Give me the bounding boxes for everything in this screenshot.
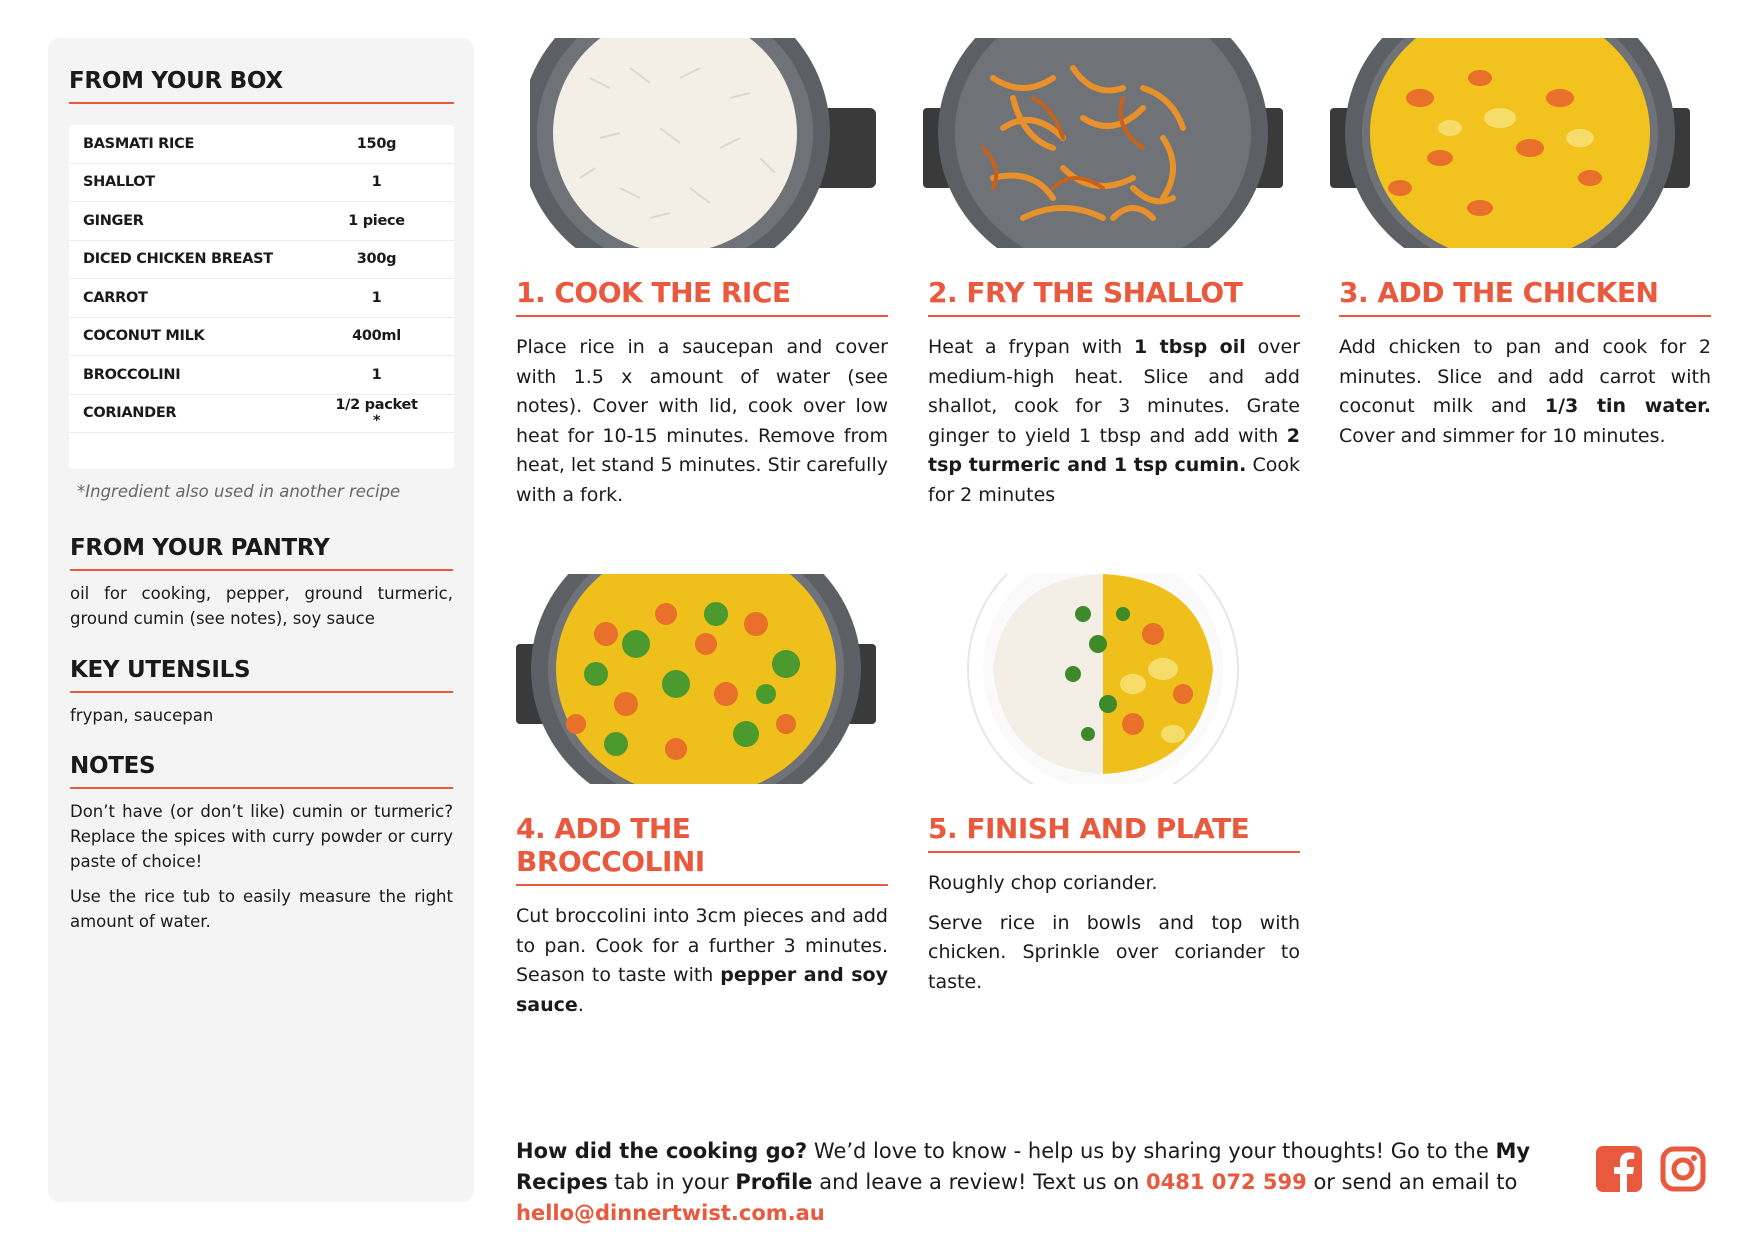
- facebook-icon[interactable]: [1596, 1146, 1642, 1192]
- pantry-section: [70, 535, 453, 631]
- step-3: [1339, 276, 1711, 451]
- ingredient-name: COCONUT MILK: [83, 328, 205, 345]
- notes-paragraph: Don’t have (or don’t like) cumin or turmeric? Replace the spices with curry powder or curry paste of choice!: [70, 802, 453, 871]
- my-recipes-label: My Recipes: [516, 1139, 1531, 1194]
- step-3-title: 3. ADD THE CHICKEN: [1339, 276, 1711, 317]
- pantry-title: FROM YOUR PANTRY: [70, 535, 453, 571]
- ingredient-name: DICED CHICKEN BREAST: [83, 251, 273, 268]
- step-text-span: Heat a frypan with: [928, 336, 1134, 358]
- shallot-pan-photo: [923, 38, 1283, 248]
- ingredient-footnote: *Ingredient also used in another recipe: [77, 482, 401, 501]
- ingredient-qty: 150g: [356, 135, 397, 152]
- step-text-span: over medium-high heat. Slice and add shallot, cook for 3 minutes. Grate ginger to yield 1 tbsp and add with: [928, 336, 1301, 447]
- ingredient-row: [69, 125, 454, 164]
- broccolini-pan-photo: [516, 574, 876, 784]
- step-1: [516, 276, 888, 510]
- step-2: [928, 276, 1300, 510]
- pantry-text: oil for cooking, pepper, ground turmeric, ground cumin (see notes), soy sauce: [70, 584, 453, 628]
- ingredient-row: [69, 279, 454, 318]
- ingredient-name: BROCCOLINI: [83, 366, 181, 383]
- step-4-text: [516, 902, 888, 1020]
- from-your-box-title: FROM YOUR BOX: [69, 68, 454, 104]
- step-2-text: [928, 333, 1300, 510]
- step-2-title: 2. FRY THE SHALLOT: [928, 276, 1300, 317]
- ingredient-name: CORIANDER: [83, 405, 177, 422]
- chicken-pan-photo: [1330, 38, 1690, 248]
- step-text-span: Cut broccolini into 3cm pieces and add to pan. Cook for a further 3 minutes. Season to taste with: [516, 905, 888, 986]
- ingredient-qty: 300g: [356, 251, 397, 268]
- step-text-bold: 1 tbsp oil: [1133, 336, 1246, 358]
- ingredient-row: [69, 202, 454, 241]
- ingredient-name: SHALLOT: [83, 174, 155, 191]
- feedback-footer: [516, 1136, 1566, 1229]
- footer-text: We’d love to know - help us by sharing your thoughts! Go to the: [807, 1139, 1496, 1163]
- step-text-span: Cook for 2 minutes: [928, 454, 1300, 506]
- step-text-span: .: [577, 993, 584, 1016]
- ingredient-qty: 1 piece: [348, 212, 405, 229]
- utensils-section: [70, 657, 453, 728]
- rice-pot-photo: [530, 38, 876, 248]
- step-5-text: Roughly chop coriander.: [928, 872, 1158, 894]
- ingredient-name: CARROT: [83, 289, 148, 306]
- notes-paragraph: Use the rice tub to easily measure the right amount of water.: [70, 887, 453, 931]
- instagram-icon[interactable]: [1660, 1146, 1706, 1192]
- step-1-text: Place rice in a saucepan and cover with 1.5 x amount of water (see notes). Cover with lid, cook over low heat for 10-15 minutes. Remove from heat, let stand 5 minutes. Stir carefully with a fork.: [516, 336, 888, 506]
- footer-text: and leave a review! Text us on: [812, 1170, 1147, 1194]
- ingredient-table: [69, 125, 454, 469]
- utensils-title: KEY UTENSILS: [70, 657, 453, 693]
- ingredient-name: GINGER: [83, 212, 144, 229]
- notes-section: [70, 753, 453, 934]
- ingredient-row: [69, 395, 454, 434]
- step-text-bold: 2 tsp turmeric and 1 tsp cumin.: [928, 424, 1300, 476]
- step-5-title: 5. FINISH AND PLATE: [928, 812, 1300, 853]
- ingredient-qty: 1/2 packet *: [335, 397, 418, 430]
- sidebar: [48, 38, 474, 1202]
- utensils-text: frypan, saucepan: [70, 706, 214, 725]
- email-link[interactable]: hello@dinnertwist.com.au: [516, 1201, 825, 1225]
- step-5: [928, 812, 1300, 997]
- footer-text: tab in your: [607, 1170, 736, 1194]
- ingredient-qty: 400ml: [352, 328, 401, 345]
- step-3-text: [1339, 333, 1711, 451]
- step-4: [516, 812, 888, 1020]
- ingredient-qty: 1: [371, 289, 382, 306]
- footer-bold: How did the cooking go?: [516, 1139, 808, 1163]
- step-text-span: Cover and simmer for 10 minutes.: [1339, 424, 1666, 447]
- notes-title: NOTES: [70, 753, 453, 789]
- profile-label: Profile: [735, 1170, 813, 1194]
- step-1-title: 1. COOK THE RICE: [516, 276, 888, 317]
- ingredient-row: [69, 356, 454, 395]
- step-4-title: 4. ADD THE BROCCOLINI: [516, 812, 888, 886]
- ingredient-row: [69, 241, 454, 280]
- ingredient-row: [69, 318, 454, 357]
- step-text-span: Add chicken to pan and cook for 2 minutes. Slice and add carrot with coconut milk and: [1339, 336, 1711, 417]
- plated-dish-photo: [923, 574, 1283, 784]
- ingredient-name: BASMATI RICE: [83, 135, 195, 152]
- step-text-bold: pepper and soy sauce: [516, 964, 888, 1016]
- ingredient-qty: 1: [371, 366, 382, 383]
- step-text-bold: 1/3 tin water.: [1544, 395, 1712, 417]
- ingredient-qty: 1: [371, 174, 382, 191]
- footer-text: or send an email to: [1306, 1170, 1518, 1194]
- step-5-text: Serve rice in bowls and top with chicken. Sprinkle over coriander to taste.: [928, 911, 1300, 993]
- phone-link[interactable]: 0481 072 599: [1146, 1170, 1307, 1194]
- ingredient-row: [69, 164, 454, 203]
